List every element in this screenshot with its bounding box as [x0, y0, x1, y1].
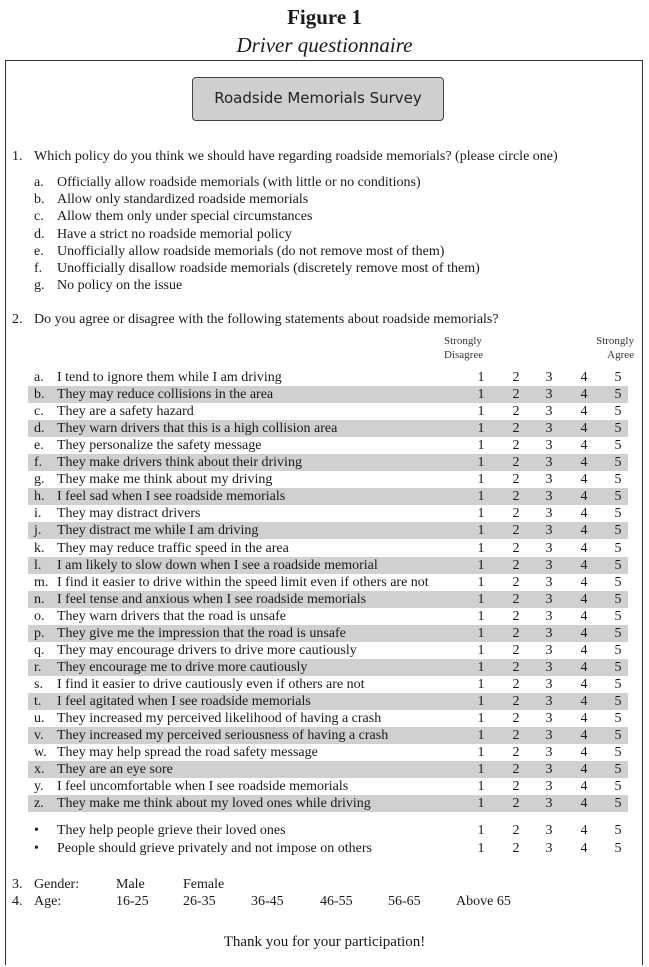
rating-option[interactable]: 2 [512, 404, 520, 420]
rating-option[interactable]: 4 [580, 506, 588, 522]
rating-option[interactable]: 4 [580, 404, 588, 420]
rating-option[interactable]: 2 [512, 659, 520, 675]
statement-text: They distract me while I am driving [57, 523, 259, 539]
statement-letter: r. [34, 659, 42, 675]
rating-option[interactable]: 4 [580, 472, 588, 488]
statement-row [28, 693, 628, 710]
rating-option[interactable]: 1 [477, 387, 485, 403]
rating-option[interactable]: 2 [512, 693, 520, 709]
option-letter: d. [34, 226, 45, 242]
rating-option[interactable]: 3 [545, 841, 553, 856]
option-letter: f. [34, 261, 43, 276]
statement-text: They give me the impression that the road is unsafe [57, 625, 346, 641]
rating-option[interactable]: 1 [477, 693, 485, 709]
statement-row [28, 659, 628, 676]
rating-option[interactable]: 5 [614, 823, 622, 838]
rating-option[interactable]: 4 [580, 823, 588, 838]
rating-option[interactable]: 3 [545, 796, 553, 812]
statement-text: They may help spread the road safety message [57, 745, 318, 761]
gender-option-female[interactable]: Female [183, 877, 225, 892]
statement-text: I tend to ignore them while I am driving [57, 370, 282, 385]
statement-letter: v. [34, 728, 44, 744]
statement-letter: f. [34, 455, 43, 471]
scale-right-line: Strongly [596, 335, 634, 347]
rating-option[interactable]: 1 [477, 625, 485, 641]
rating-option[interactable]: 3 [545, 438, 553, 454]
rating-option[interactable]: 4 [580, 659, 588, 675]
statement-letter: q. [34, 642, 45, 658]
rating-option[interactable]: 3 [545, 472, 553, 488]
statement-text: They warn drivers that the road is unsafe [57, 608, 286, 624]
rating-option[interactable]: 5 [614, 841, 622, 856]
rating-option[interactable]: 5 [614, 796, 622, 812]
rating-option[interactable]: 4 [580, 762, 588, 778]
rating-option[interactable]: 2 [512, 796, 520, 812]
rating-option[interactable]: 2 [512, 455, 520, 471]
rating-option[interactable]: 2 [512, 823, 520, 838]
question-3-number: 3. [12, 877, 23, 892]
age-option[interactable]: 46-55 [320, 894, 353, 909]
rating-option[interactable]: 1 [477, 421, 485, 437]
age-option[interactable]: 56-65 [388, 894, 421, 909]
age-option[interactable]: 36-45 [251, 894, 284, 909]
rating-option[interactable]: 1 [477, 796, 485, 812]
rating-option[interactable]: 3 [545, 540, 553, 556]
rating-option[interactable]: 4 [580, 455, 588, 471]
rating-option[interactable]: 3 [545, 711, 553, 726]
statement-text: I find it easier to drive within the speed limit even if others are not [57, 574, 429, 590]
rating-option[interactable]: 3 [545, 387, 553, 403]
rating-option[interactable]: 1 [477, 472, 485, 488]
statement-letter: a. [34, 370, 44, 385]
rating-option[interactable]: 1 [477, 506, 485, 522]
option-text: No policy on the issue [57, 278, 183, 294]
rating-option[interactable]: 5 [614, 642, 622, 658]
rating-option[interactable]: 5 [614, 659, 622, 675]
rating-option[interactable]: 1 [477, 404, 485, 420]
survey-title-box: Roadside Memorials Survey [192, 77, 444, 121]
rating-option[interactable]: 4 [580, 745, 588, 761]
rating-option[interactable]: 4 [580, 574, 588, 590]
statement-row [34, 505, 628, 522]
option-letter: c. [34, 209, 44, 225]
rating-option[interactable]: 2 [512, 387, 520, 403]
rating-option[interactable]: 3 [545, 574, 553, 590]
rating-option[interactable]: 5 [614, 472, 622, 488]
scale-left-line: Disagree [444, 349, 484, 361]
statement-letter: l. [34, 557, 42, 573]
statement-letter: c. [34, 404, 44, 420]
rating-option[interactable]: 2 [512, 779, 520, 795]
rating-option[interactable]: 5 [614, 591, 622, 607]
statement-row [28, 386, 628, 403]
bullet-statement-row [34, 822, 628, 839]
question-text: Do you agree or disagree with the following statements about roadside memorials? [34, 312, 499, 327]
rating-option[interactable]: 1 [477, 779, 485, 795]
rating-option[interactable]: 1 [477, 676, 485, 692]
rating-option[interactable]: 5 [614, 455, 622, 471]
rating-option[interactable]: 1 [477, 745, 485, 761]
rating-option[interactable]: 1 [477, 762, 485, 778]
statement-row [34, 437, 628, 454]
scale-right-line: Agree [607, 349, 634, 361]
statement-text: They make me think about my loved ones while driving [57, 796, 371, 812]
rating-option[interactable]: 3 [545, 676, 553, 692]
statement-text: They increased my perceived likelihood of having a crash [57, 711, 382, 726]
rating-option[interactable]: 1 [477, 823, 485, 838]
rating-option[interactable]: 3 [545, 591, 553, 607]
rating-option[interactable]: 3 [545, 728, 553, 744]
option-letter: a. [34, 175, 44, 190]
question-text: Which policy do you think we should have regarding roadside memorials? (please circle one) [34, 149, 558, 164]
scale-left-label [444, 334, 483, 362]
statement-text: They encourage me to drive more cautiously [57, 659, 308, 675]
statement-row [34, 403, 628, 420]
rating-option[interactable]: 2 [512, 642, 520, 658]
statement-letter: u. [34, 711, 45, 726]
statement-row [34, 778, 628, 795]
rating-option[interactable]: 5 [614, 489, 622, 505]
statement-text: They are an eye sore [57, 762, 173, 778]
rating-option[interactable]: 4 [580, 841, 588, 856]
rating-option[interactable]: 5 [614, 421, 622, 437]
rating-option[interactable]: 5 [614, 438, 622, 454]
rating-option[interactable]: 1 [477, 608, 485, 624]
statement-text: They help people grieve their loved ones [57, 823, 286, 838]
rating-option[interactable]: 2 [512, 591, 520, 607]
scale-right-label [580, 334, 634, 362]
statement-row [34, 710, 628, 727]
rating-option[interactable]: 5 [614, 523, 622, 539]
statement-text: I am likely to slow down when I see a roadside memorial [57, 557, 378, 573]
statement-letter: b. [34, 387, 45, 403]
rating-option[interactable]: 2 [512, 608, 520, 624]
statement-text: They may reduce collisions in the area [57, 387, 274, 403]
rating-option[interactable]: 1 [477, 711, 485, 726]
rating-option[interactable]: 4 [580, 387, 588, 403]
rating-option[interactable]: 3 [545, 659, 553, 675]
statement-text: I feel uncomfortable when I see roadside memorials [57, 779, 349, 795]
rating-option[interactable]: 5 [614, 404, 622, 420]
statement-row [28, 454, 628, 471]
rating-option[interactable]: 5 [614, 506, 622, 522]
rating-option[interactable]: 5 [614, 711, 622, 726]
rating-option[interactable]: 4 [580, 625, 588, 641]
statement-text: They may distract drivers [57, 506, 201, 522]
rating-option[interactable]: 5 [614, 574, 622, 590]
statement-text: People should grieve privately and not impose on others [57, 841, 372, 856]
rating-option[interactable]: 2 [512, 841, 520, 856]
statement-text: They are a safety hazard [57, 404, 194, 420]
rating-option[interactable]: 1 [477, 540, 485, 556]
age-option[interactable]: 26-35 [183, 894, 216, 909]
statement-letter: h. [34, 489, 45, 505]
statement-letter: m. [34, 574, 49, 590]
rating-option[interactable]: 1 [477, 728, 485, 744]
rating-option[interactable]: 2 [512, 489, 520, 505]
rating-option[interactable]: 2 [512, 523, 520, 539]
statement-letter: k. [34, 540, 45, 556]
rating-option[interactable]: 3 [545, 506, 553, 522]
statement-letter: z. [34, 796, 44, 812]
statement-text: I find it easier to drive cautiously even if others are not [57, 676, 365, 692]
statement-letter: s. [34, 676, 43, 692]
rating-option[interactable]: 3 [545, 608, 553, 624]
option-text: Have a strict no roadside memorial policy [57, 226, 292, 242]
rating-option[interactable]: 4 [580, 557, 588, 573]
rating-option[interactable]: 2 [512, 711, 520, 726]
statement-row [28, 795, 628, 812]
statement-text: They warn drivers that this is a high collision area [57, 421, 338, 437]
rating-option[interactable]: 1 [477, 574, 485, 590]
statement-letter: i. [34, 506, 42, 522]
rating-option[interactable]: 2 [512, 421, 520, 437]
rating-option[interactable]: 5 [614, 540, 622, 556]
rating-option[interactable]: 1 [477, 438, 485, 454]
statement-row [28, 727, 628, 744]
question-number: 1. [12, 149, 23, 164]
bullet-statement-row [34, 840, 628, 857]
statement-row [28, 761, 628, 778]
option-letter: e. [34, 243, 44, 259]
rating-option[interactable]: 2 [512, 574, 520, 590]
statement-letter: e. [34, 438, 44, 454]
rating-option[interactable]: 4 [580, 728, 588, 744]
option-text: Allow them only under special circumstances [57, 209, 313, 225]
statement-letter: p. [34, 625, 45, 641]
rating-option[interactable]: 5 [614, 728, 622, 744]
question-4-number: 4. [12, 894, 23, 909]
statement-row [34, 540, 628, 557]
statement-row [28, 625, 628, 642]
rating-option[interactable]: 2 [512, 370, 520, 385]
statement-row [28, 488, 628, 505]
rating-option[interactable]: 1 [477, 523, 485, 539]
rating-option[interactable]: 3 [545, 557, 553, 573]
rating-option[interactable]: 2 [512, 540, 520, 556]
statement-text: I feel tense and anxious when I see roadside memorials [57, 591, 367, 607]
rating-option[interactable]: 5 [614, 387, 622, 403]
statement-text: I feel sad when I see roadside memorials [57, 489, 286, 505]
rating-option[interactable]: 4 [580, 693, 588, 709]
rating-option[interactable]: 2 [512, 472, 520, 488]
rating-option[interactable]: 2 [512, 762, 520, 778]
rating-option[interactable]: 4 [580, 540, 588, 556]
statement-letter: w. [34, 745, 47, 761]
statement-row [28, 557, 628, 574]
rating-option[interactable]: 3 [545, 779, 553, 795]
rating-option[interactable]: 1 [477, 489, 485, 505]
statement-letter: g. [34, 472, 45, 488]
rating-option[interactable]: 2 [512, 625, 520, 641]
rating-option[interactable]: 4 [580, 711, 588, 726]
statement-letter: o. [34, 608, 45, 624]
option-text: Unofficially disallow roadside memorials (discretely remove most of them) [57, 261, 480, 276]
rating-option[interactable]: 5 [614, 608, 622, 624]
statement-row [28, 522, 628, 539]
rating-option[interactable]: 3 [545, 404, 553, 420]
rating-option[interactable]: 4 [580, 438, 588, 454]
bullet-symbol: • [34, 823, 39, 838]
rating-option[interactable]: 1 [477, 455, 485, 471]
rating-option[interactable]: 1 [477, 557, 485, 573]
rating-option[interactable]: 4 [580, 642, 588, 658]
rating-option[interactable]: 5 [614, 370, 622, 385]
rating-option[interactable]: 3 [545, 523, 553, 539]
figure-title: Figure 1 [287, 5, 362, 29]
statement-letter: x. [34, 762, 45, 778]
rating-option[interactable]: 4 [580, 489, 588, 505]
rating-option[interactable]: 3 [545, 823, 553, 838]
statement-text: They increased my perceived seriousness of having a crash [57, 728, 389, 744]
rating-option[interactable]: 2 [512, 676, 520, 692]
statement-letter: t. [34, 693, 42, 709]
rating-option[interactable]: 3 [545, 762, 553, 778]
rating-option[interactable]: 3 [545, 642, 553, 658]
statement-row [34, 369, 628, 386]
statement-text: They make me think about my driving [57, 472, 273, 488]
statement-text: They make drivers think about their driving [57, 455, 302, 471]
statement-row [34, 608, 628, 625]
rating-option[interactable]: 1 [477, 642, 485, 658]
statement-row [34, 642, 628, 659]
rating-option[interactable]: 1 [477, 370, 485, 385]
rating-option[interactable]: 4 [580, 779, 588, 795]
rating-option[interactable]: 5 [614, 676, 622, 692]
rating-option[interactable]: 3 [545, 370, 553, 385]
rating-option[interactable]: 5 [614, 557, 622, 573]
rating-option[interactable]: 3 [545, 421, 553, 437]
rating-option[interactable]: 2 [512, 728, 520, 744]
rating-option[interactable]: 4 [580, 370, 588, 385]
statement-text: They may encourage drivers to drive more cautiously [57, 642, 357, 658]
rating-option[interactable]: 3 [545, 625, 553, 641]
bullet-symbol: • [34, 841, 39, 856]
rating-option[interactable]: 4 [580, 421, 588, 437]
gender-option-male[interactable]: Male [116, 877, 145, 892]
figure-subtitle: Driver questionnaire [236, 33, 413, 57]
statement-row [34, 574, 628, 591]
rating-option[interactable]: 4 [580, 796, 588, 812]
option-letter: g. [34, 278, 45, 294]
rating-option[interactable]: 4 [580, 591, 588, 607]
option-text: Unofficially allow roadside memorials (do not remove most of them) [57, 243, 445, 259]
rating-option[interactable]: 2 [512, 557, 520, 573]
statement-text: They personalize the safety message [57, 438, 262, 454]
statement-row [34, 744, 628, 761]
statement-text: I feel agitated when I see roadside memorials [57, 693, 311, 709]
rating-option[interactable]: 3 [545, 693, 553, 709]
rating-option[interactable]: 3 [545, 745, 553, 761]
rating-option[interactable]: 5 [614, 779, 622, 795]
statement-row [28, 420, 628, 437]
rating-option[interactable]: 2 [512, 438, 520, 454]
rating-option[interactable]: 5 [614, 745, 622, 761]
age-option[interactable]: 16-25 [116, 894, 149, 909]
age-label: Age: [34, 894, 62, 909]
statement-row [34, 676, 628, 693]
rating-option[interactable]: 3 [545, 489, 553, 505]
rating-option[interactable]: 2 [512, 506, 520, 522]
scale-left-line: Strongly [444, 335, 482, 347]
statement-letter: y. [34, 779, 44, 795]
age-option[interactable]: Above 65 [456, 894, 511, 909]
question-number: 2. [12, 312, 23, 327]
rating-option[interactable]: 5 [614, 625, 622, 641]
statement-row [28, 591, 628, 608]
rating-option[interactable]: 3 [545, 455, 553, 471]
rating-option[interactable]: 4 [580, 676, 588, 692]
statement-text: They may reduce traffic speed in the area [57, 540, 289, 556]
statement-letter: d. [34, 421, 45, 437]
rating-option[interactable]: 4 [580, 608, 588, 624]
rating-option[interactable]: 5 [614, 762, 622, 778]
statement-row [34, 471, 628, 488]
rating-option[interactable]: 2 [512, 745, 520, 761]
option-letter: b. [34, 192, 45, 208]
statement-letter: j. [34, 523, 42, 539]
statement-letter: n. [34, 591, 45, 607]
option-text: Allow only standardized roadside memorials [57, 192, 309, 208]
option-text: Officially allow roadside memorials (with little or no conditions) [57, 175, 421, 190]
rating-option[interactable]: 1 [477, 659, 485, 675]
rating-option[interactable]: 1 [477, 591, 485, 607]
rating-option[interactable]: 1 [477, 841, 485, 856]
thank-you-message: Thank you for your participation! [223, 934, 426, 950]
gender-label: Gender: [34, 877, 80, 892]
rating-option[interactable]: 4 [580, 523, 588, 539]
rating-option[interactable]: 5 [614, 693, 622, 709]
